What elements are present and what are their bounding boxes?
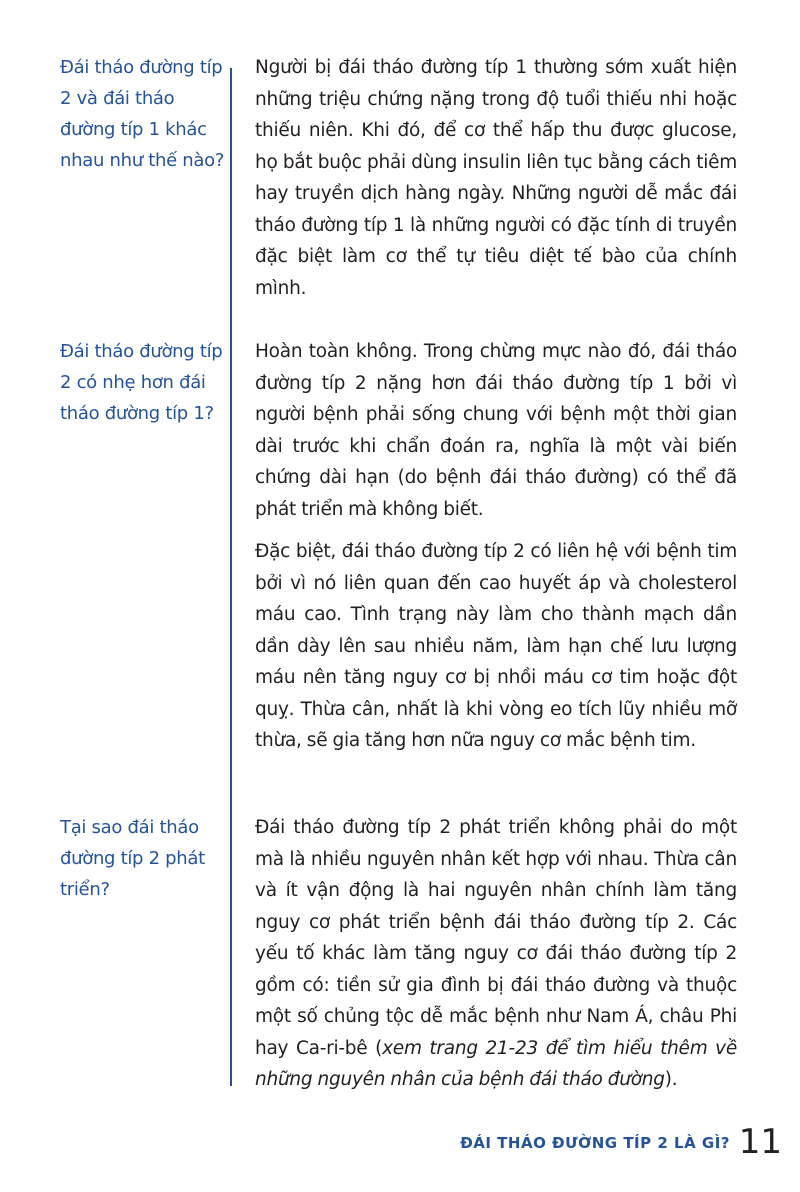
answer-3-text-end: ). — [664, 1069, 678, 1090]
answer-3-text: Đái tháo đường típ 2 phát triển không phải do một mà là nhiều nguyên nhân kết hợp với nhau. Thừa cân và ít vận động là hai nguyên nhân chính làm tăng nguy cơ phát triển bệnh đái tháo đường típ 2. Các yếu tố khác làm tăng nguy cơ đái tháo đường típ 2 gồm có: tiền sử gia đình bị đái tháo đường và thuộc một số chủng tộc dễ mắc bệnh như Nam Á, châu Phi hay Ca-ri-bê ( — [255, 817, 737, 1059]
question-1: Đái tháo đường típ 2 và đái tháo đường típ 1 khác nhau như thế nào? — [60, 57, 225, 171]
answer-3-italic-reference: xem trang 21-23 để tìm hiểu thêm về những nguyên nhân của bệnh đái tháo đường — [255, 1037, 737, 1090]
answer-3-paragraph-1 — [255, 812, 737, 1096]
chapter-title: ĐÁI THÁO ĐƯỜNG TÍP 2 LÀ GÌ? — [460, 1134, 730, 1152]
answer-2-paragraph-2: Đặc biệt, đái tháo đường típ 2 có liên hệ với bệnh tim bởi vì nó liên quan đến cao huyết áp và cholesterol máu cao. Tình trạng này làm cho thành mạch dần dần dày lên sau nhiều năm, làm hạn chế lưu lượng máu nên tăng nguy cơ bị nhồi máu cơ tim hoặc đột quỵ. Thừa cân, nhất là khi vòng eo tích lũy nhiều mỡ thừa, sẽ gia tăng hơn nữa nguy cơ mắc bệnh tim. — [255, 541, 737, 751]
answer-1-paragraph-1: Người bị đái tháo đường típ 1 thường sớm xuất hiện những triệu chứng nặng trong độ tuổi thiếu nhi hoặc thiếu niên. Khi đó, để cơ thể hấp thu được glucose, họ bắt buộc phải dùng insulin liên tục bằng cách tiêm hay truyền dịch hàng ngày. Những người dễ mắc đái tháo đường típ 1 là những người có đặc tính di truyền đặc biệt làm cơ thể tự tiêu diệt tế bào của chính mình. — [255, 57, 737, 299]
answer-2-paragraph-1: Hoàn toàn không. Trong chừng mực nào đó, đái tháo đường típ 2 nặng hơn đái tháo đường típ 1 bởi vì người bệnh phải sống chung với bệnh một thời gian dài trước khi chẩn đoán ra, nghĩa là một vài biến chứng dài hạn (do bệnh đái tháo đường) có thể đã phát triển mà không biết. — [255, 341, 737, 520]
question-2: Đái tháo đường típ 2 có nhẹ hơn đái tháo đường típ 1? — [60, 341, 223, 424]
question-3: Tại sao đái tháo đường típ 2 phát triển? — [60, 817, 205, 900]
answer-2 — [255, 336, 737, 757]
answer-1 — [255, 52, 737, 304]
divider-line — [230, 68, 232, 1086]
answer-3 — [255, 812, 737, 1096]
page-number: 11 — [738, 1122, 782, 1162]
